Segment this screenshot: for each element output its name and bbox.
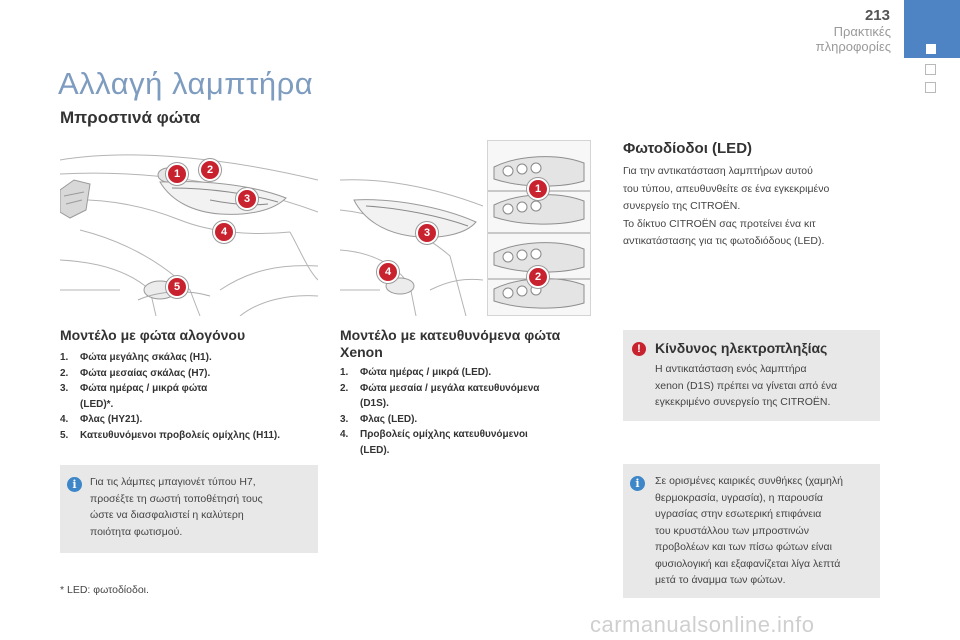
- callout-2: 2: [199, 159, 221, 181]
- list-item: 3. Φλας (LED).: [340, 413, 418, 425]
- xenon-model-title: Μοντέλο με κατευθυνόμενα φώτα Xenon: [340, 327, 561, 360]
- callout-1: 1: [166, 163, 188, 185]
- warning-icon: !: [632, 342, 646, 356]
- led-title: Φωτοδίοδοι (LED): [623, 140, 753, 157]
- halogen-headlamp-illustration: [60, 140, 318, 316]
- list-item: (LED).: [360, 444, 390, 456]
- warning-title: Κίνδυνος ηλεκτροπληξίας: [655, 340, 828, 356]
- led-text: Για την αντικατάσταση λαμπτήρων αυτού του τύπου, απευθυνθείτε σε ένα εγκεκριμένο συνεργείο της CITROËN. Το δίκτυο CITROËN σας προτείνει ένα κιτ αντικατάστασης για τις φωτοδιόδους (LED).: [623, 165, 830, 247]
- led-footnote: * LED: φωτοδίοδοι.: [60, 584, 149, 596]
- list-item: 4. Φλας (HY21).: [60, 414, 143, 425]
- h7-info-text: Για τις λάμπες μπαγιονέτ τύπου H7, προσέξτε τη σωστή τοποθέτησή τους ώστε να διασφαλιστεί η καλύτερη ποιότητα φωτισμού.: [90, 476, 263, 538]
- halogen-bulb-list: [60, 350, 322, 443]
- list-item: 5. Κατευθυνόμενοι προβολείς ομίχλης (H11).: [60, 429, 281, 441]
- list-item: 1. Φώτα ημέρας / μικρά (LED).: [340, 367, 492, 378]
- callout-2: 2: [527, 266, 549, 288]
- xenon-headlamp-illustration: [340, 140, 483, 316]
- chapter-tab[interactable]: [925, 64, 936, 75]
- callout-4: 4: [377, 261, 399, 283]
- info-icon: i: [630, 476, 645, 491]
- list-item: (LED)*.: [80, 398, 114, 410]
- page-title: Αλλαγή λαμπτήρα: [58, 66, 314, 101]
- callout-4: 4: [213, 221, 235, 243]
- watermark: carmanualsonline.info: [590, 612, 815, 637]
- xenon-headlamp-detail-illustration: [487, 140, 591, 316]
- list-item: (D1S).: [360, 398, 389, 409]
- list-item: 2. Φώτα μεσαία / μεγάλα κατευθυνόμενα: [340, 382, 540, 394]
- section-heading: Πρακτικές πληροφορίες: [815, 24, 891, 54]
- condensation-text: Σε ορισμένες καιρικές συνθήκες (χαμηλή θερμοκρασία, υγρασία), η παρουσία υγρασίας στην εσωτερική επιφάνεια του κρυστάλλου των μπροστινών προβολέων και των πίσω φώτων είναι φυσιολογική και εξαφανίζεται λίγα λεπτά μετά το άναμμα των φώτων.: [655, 475, 843, 586]
- callout-3: 3: [416, 222, 438, 244]
- callout-1: 1: [527, 178, 549, 200]
- list-item: 2. Φώτα μεσαίας σκάλας (H7).: [60, 367, 211, 379]
- chapter-tab-active[interactable]: [904, 0, 960, 58]
- halogen-model-title: Μοντέλο με φώτα αλογόνου: [60, 327, 246, 343]
- callout-5: 5: [166, 276, 188, 298]
- page-number: 213: [864, 7, 890, 24]
- section-subtitle: Μπροστινά φώτα: [60, 108, 201, 127]
- list-item: 3. Φώτα ημέρας / μικρά φώτα: [60, 383, 208, 394]
- xenon-bulb-list: [340, 365, 602, 458]
- chapter-tab[interactable]: [925, 82, 936, 93]
- warning-text: Η αντικατάσταση ενός λαμπτήρα xenon (D1S) πρέπει να γίνεται από ένα εγκεκριμένο συνεργείο της CITROËN.: [655, 363, 838, 408]
- tab-marker: [926, 44, 936, 54]
- list-item: 1. Φώτα μεγάλης σκάλας (H1).: [60, 352, 212, 363]
- list-item: 4. Προβολείς ομίχλης κατευθυνόμενοι: [340, 429, 528, 440]
- info-icon: i: [67, 477, 82, 492]
- callout-3: 3: [236, 188, 258, 210]
